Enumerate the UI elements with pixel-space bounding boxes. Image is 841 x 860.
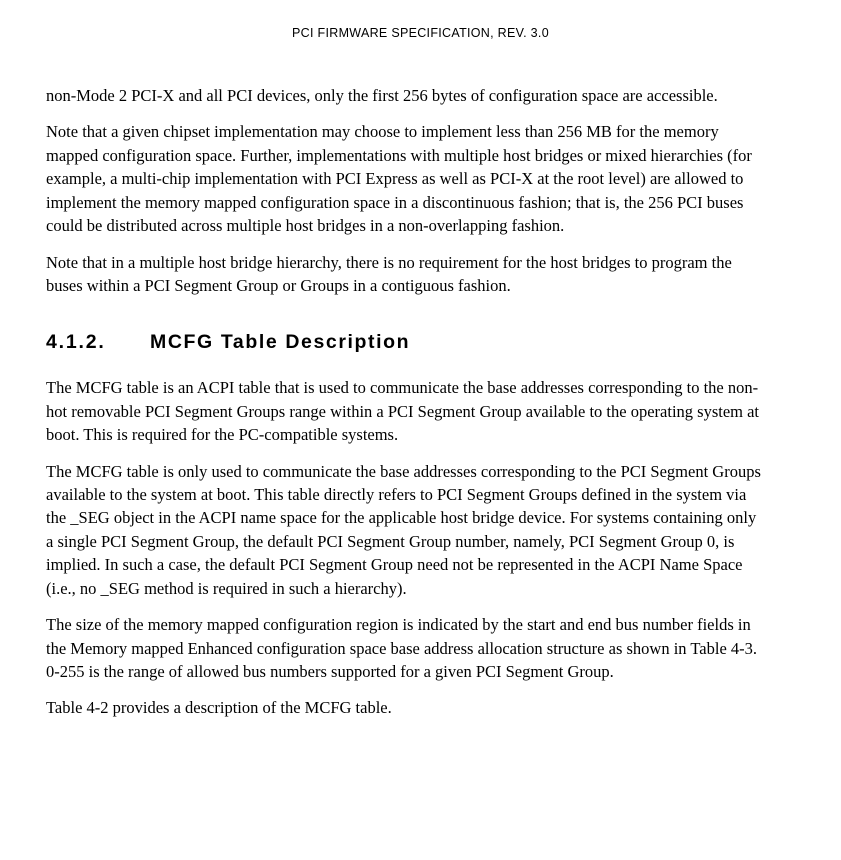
paragraph: Note that in a multiple host bridge hierarchy, there is no requirement for the host bridges to program the buses within a PCI Segment Group or Groups in a contiguous fashion. (46, 252, 732, 295)
paragraph: The size of the memory mapped configuration region is indicated by the start and end bus number fields in the Memory mapped Enhanced configuration space base address allocation structure as shown in Table 4-3. 0-255 is the range of allowed bus numbers supported for a given PCI Segment Group. (46, 615, 758, 682)
section-title: MCFG Table Description (150, 331, 411, 354)
paragraph: Table 4-2 provides a description of the MCFG table. (46, 698, 392, 718)
paragraph: The MCFG table is an ACPI table that is used to communicate the base addresses corresponding to the non-hot removable PCI Segment Groups range within a PCI Segment Group available to the operating system at boot. This is required for the PC-compatible systems. (46, 378, 760, 445)
paragraph: non-Mode 2 PCI-X and all PCI devices, only the first 256 bytes of configuration space are accessible. (46, 86, 718, 105)
paragraph: Note that a given chipset implementation may choose to implement less than 256 MB for the memory mapped configuration space. Further, implementations with multiple host bridges or mixed hierarchies (for example, a multi-chip implementation with PCI Express as well as PCI-X at the root level) are allowed to implement the memory mapped configuration space in a discontinuous fashion; that is, the 256 PCI buses could be distributed across multiple host bridges in a non-overlapping fashion. (46, 122, 752, 236)
section-number: 4.1.2. (46, 331, 106, 354)
section-heading (46, 331, 765, 354)
running-header: PCI FIRMWARE SPECIFICATION, REV. 3.0 (292, 26, 549, 40)
paragraph: The MCFG table is only used to communicate the base addresses corresponding to the PCI Segment Groups available to the system at boot. This table directly refers to PCI Segment Groups defined in the system via the _SEG object in the ACPI name space for the applicable host bridge device. For systems containing only a single PCI Segment Group, the default PCI Segment Group number, namely, PCI Segment Group 0, is implied. In such a case, the default PCI Segment Group need not be represented in the ACPI Name Space (i.e., no _SEG method is required in such a hierarchy). (46, 461, 761, 598)
page-content (0, 84, 841, 720)
